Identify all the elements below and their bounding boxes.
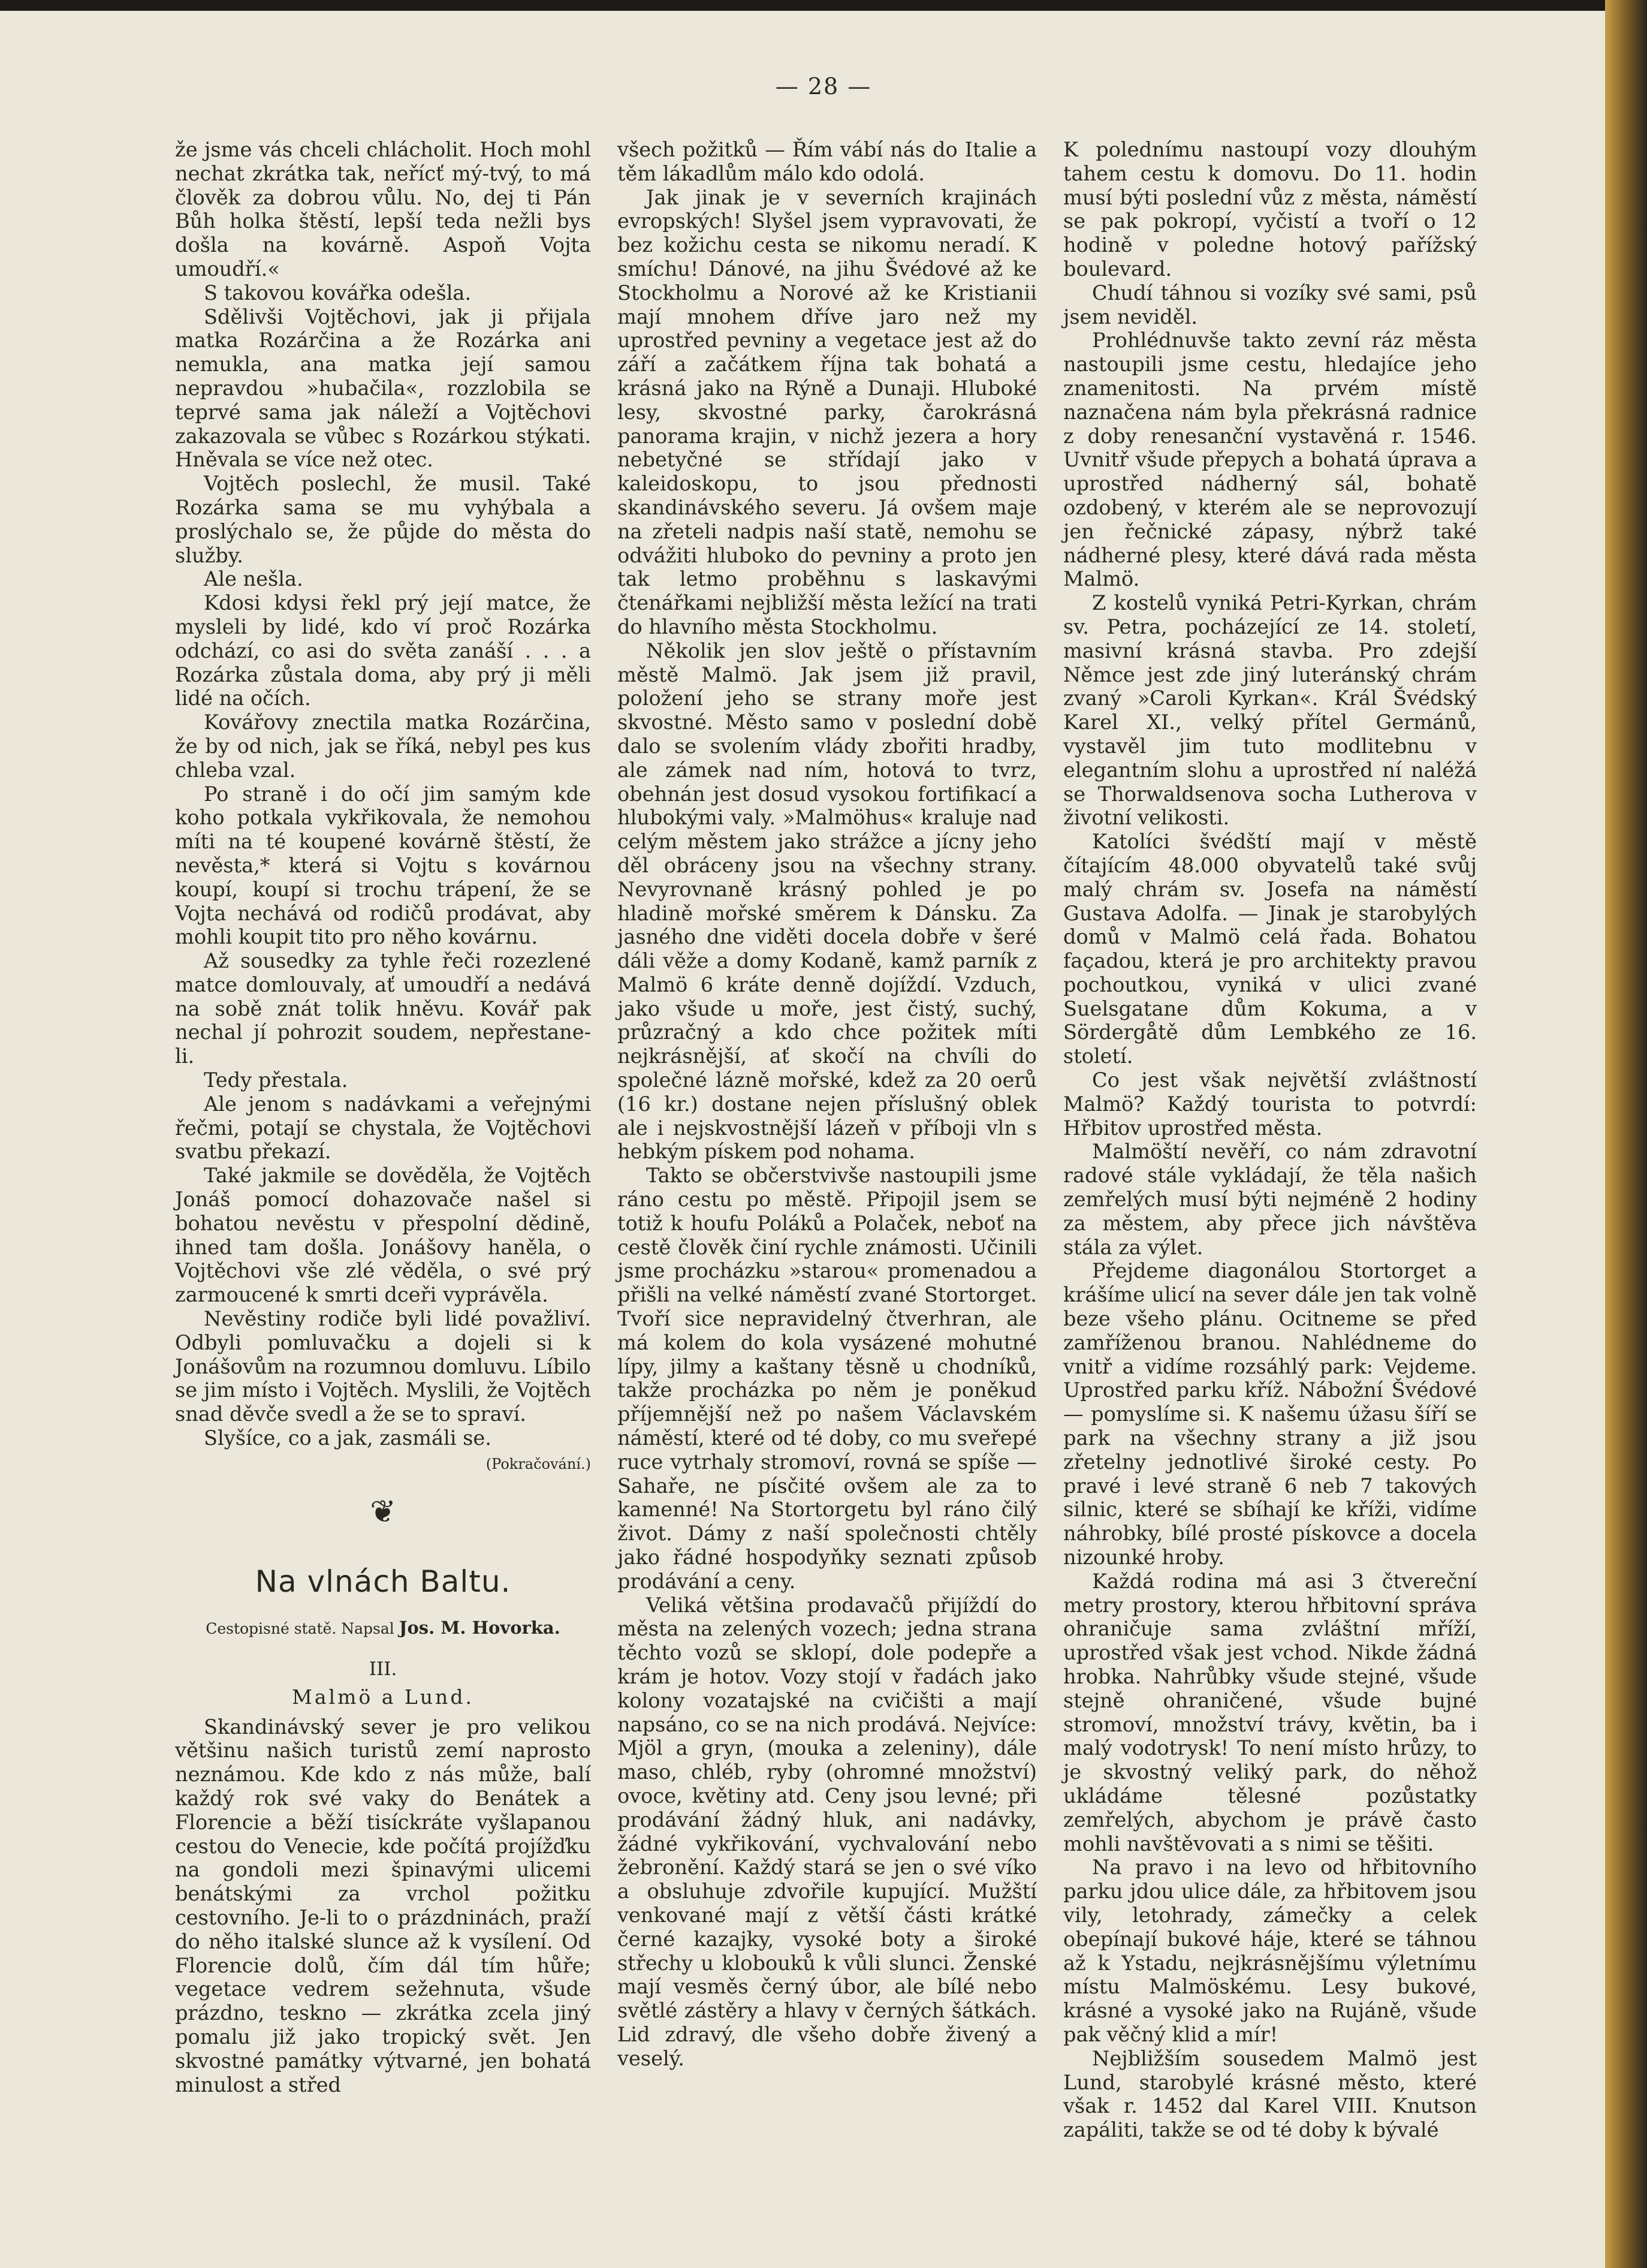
paragraph: Prohlédnuvše takto zevní ráz města nastoupili jsme cestu, hledajíce jeho znamenitosti. Na prvém místě naznačena nám byla překrásná radnice z doby renesanční vystavěná r. 1546. Uvnitř všude přepych a bohatá úprava a uprostřed nádherný sál, bohatě ozdobený, v kterém ale se neprovozují jen řečnické zápasy, nýbrž také nádherné plesy, které dává rada města Malmö. — [1063, 329, 1477, 591]
paragraph: Katolíci švédští mají v městě čítajícím 48.000 obyvatelů také svůj malý chrám sv. Josefa na náměstí Gustava Adolfa. — Jinak je starobylých domů v Malmö celá řada. Bohatou façadou, která je pro architekty pravou pochoutkou, vyniká v ulici zvané Suelsgatane dům Kokuma, a v Sördergåtě dům Lembkého ze 16. století. — [1063, 830, 1477, 1068]
paragraph: Tedy přestala. — [204, 1068, 348, 1092]
column-2 — [617, 138, 1037, 2071]
byline-prefix: Cestopisné statě. Napsal — [206, 1619, 394, 1637]
paragraph: Malmöští nevěří, co nám zdravotní radové stále vykládají, že těla našich zemřelých musí býti nejméně 2 hodiny za městem, aby přece jich návštěva stála za výlet. — [1063, 1140, 1477, 1259]
paragraph: Až sousedky za tyhle řeči rozezlené matce domlouvaly, ať umoudří a nedává na sobě znát tolik hněvu. Kovář pak nechal jí pohrozit soudem, nepřestane-li. — [175, 949, 591, 1068]
paragraph: Chudí táhnou si vozíky své sami, psů jsem neviděl. — [1063, 281, 1477, 329]
paragraph: Jak jinak je v severních krajinách evropských! Slyšel jsem vypravovati, že bez kožichu cesta se nikomu neradí. K smíchu! Dánové, na jihu Švédové až ke Stockholmu a Norové až ke Kristianii mají mnohem dříve jaro než my uprostřed pevniny a vegetace jest až do září a začátkem října tak bohatá a krásná jako na Rýně a Dunaji. Hluboké lesy, skvostné parky, čarokrásná panorama krajin, v nichž jezera a hory nebetyčné se střídají jako v kaleidoskopu, to jsou přednosti skandinávského severu. Já ovšem maje na zřeteli nadpis naší statě, nemohu se odvážiti hluboko do pevniny a proto jen tak letmo proběhnu s laskavými čtenářkami nejbližší města ležící na trati do hlavního města Stockholmu. — [617, 185, 1037, 638]
paragraph: Kdosi kdysi řekl prý její matce, že mysleli by lidé, kdo ví proč Rozárka odchází, co asi do světa zanáší . . . a Rozárka zůstala doma, aby prý ji měli lidé na očích. — [175, 591, 591, 710]
paragraph: Nevěstiny rodiče byli lidé považliví. Odbyli pomluvačku a dojeli si k Jonášovům na rozumnou domluvu. Líbilo se jim místo i Vojtěch. Myslili, že Vojtěch snad děvče svedl a že se to spraví. — [175, 1307, 591, 1426]
page-top-edge — [0, 0, 1618, 11]
paragraph: Skandinávský sever je pro velikou většinu našich turistů zemí naprosto neznámou. Kde kdo z nás může, balí každý rok své vaky do Benátek a Florencie a běží tisíckráte vyšlapanou cestou do Venecie, kde počítá projížďku na gondoli mezi špinavými ulicemi benátskými za vrchol požitku cestovního. Je-li to o prázdninách, praží do něho italské slunce až k vysílení. Od Florencie dolů, čím dál tím hůře; vegetace vedrem sežehnuta, všude prázdno, teskno — zkrátka zcela jiný pomalu již jako tropický svět. Jen skvostné památky výtvarné, jen bohatá minulost a střed — [175, 1715, 591, 2097]
paragraph: Veliká většina prodavačů přijíždí do města na zelených vozech; jedna strana těchto vozů se sklopí, dole podepře a krám je hotov. Vozy stojí v řadách jako kolony vozatajské na cvičišti a mají napsáno, co se na nich prodává. Nejvíce: Mjöl a gryn, (mouka a zeleniny), dále maso, chléb, ryby (ohromné množství) ovoce, květiny atd. Ceny jsou levné; při prodávání žádný hluk, ani nadávky, žádné vykřikování, vychvalování nebo žebronění. Každý stará se jen o své víko a obsluhuje zdvořile kupující. Mužští venkované mají z větší části krátké černé kazajky, vysoké boty a široké střechy u klobouků k vůli slunci. Ženské mají vesměs černý úbor, ale bílé nebo světlé zástěry a hlavy v černých šátkách. Lid zdravý, dle všeho dobře živený a veselý. — [617, 1593, 1037, 2070]
paragraph: Na pravo i na levo od hřbitovního parku jdou ulice dále, za hřbitovem jsou vily, letohrady, zámečky a celek obepínají bukové háje, které se táhnou až k Ystadu, nejkrásnějšímu výletnímu místu Malmöskému. Lesy bukové, krásné a vysoké jako na Rujáně, všude pak věčný klid a mír! — [1063, 1856, 1477, 2046]
paragraph: Několik jen slov ještě o přístavním městě Malmö. Jak jsem již pravil, položení jeho se strany moře jest skvostné. Město samo v poslední době dalo se svolením vlády zbořiti hradby, ale zámek nad ním, hotová to tvrz, obehnán jest dosud vysokou fortifikací a hlubokými valy. »Malmöhus« kraluje nad celým městem jako strážce a jícny jeho děl obráceny jsou na všechny strany. Nevyrovnaně krásný pohled je po hladině mořské směrem k Dánsku. Za jasného dne viděti docela dobře v šeré dáli věže a domy Kodaně, kamž parník z Malmö 6 kráte denně dojíždí. Vzduch, jako všude u moře, jest čistý, suchý, průzračný a kdo chce požitek míti nejkrásnější, ať skočí na chvíli do společné lázně mořské, kdež za 20 oerů (16 kr.) dostane nejen příslušný oblek ale i nejskvostnější lázeň v příboji vln s hebkým pískem pod nohama. — [617, 638, 1037, 1164]
paragraph: Takto se občerstvivše nastoupili jsme ráno cestu po městě. Připojil jsem se totiž k houfu Poláků a Polaček, neboť na cestě člověk činí rychle známosti. Učinili jsme procházku »starou« promenadou a přišli na velké náměstí zvané Stortorget. Tvoří sice nepravidelný čtverhran, ale má kolem do kola vysázené mohutné lípy, jilmy a kaštany těsně u chodníků, takže procházka po něm je poněkud příjemnější než po našem Václavském náměstí, které od té doby, co mu sveřepé ruce vytrhaly stromoví, rovná se spíše — Sahaře, ne písčité ovšem ale za to kamenné! Na Stortorgetu byl ráno čilý život. Dámy z naší společnosti chtěly jako řádné hospodyňky seznati způsob prodávání a ceny. — [617, 1164, 1037, 1593]
paragraph: Ale jenom s nadávkami a veřejnými řečmi, potají se chystala, že Vojtěchovi svatbu překazí. — [175, 1092, 591, 1164]
section-title: Malmö a Lund. — [292, 1685, 474, 1709]
page-number: — 28 — — [775, 73, 872, 100]
paragraph: Nejbližším sousedem Malmö jest Lund, starobylé krásné město, které však r. 1452 dal Karel VIII. Knutson zapáliti, takže se od té doby k bývalé — [1063, 2046, 1477, 2142]
paragraph: K polednímu nastoupí vozy dlouhým tahem cestu k domovu. Do 11. hodin musí býti poslední vůz z města, náměstí se pak pokropí, vyčistí a tvoří o 12 hodině v poledne hotový pařížský boulevard. — [1063, 138, 1477, 281]
paragraph: Každá rodina má asi 3 čtvereční metry prostory, kterou hřbitovní správa ohraničuje sama zvláštní mříží, uprostřed však jest vchod. Nikde žádná hrobka. Nahrůbky všude stejné, všude stejně ohraničené, všude bujné stromoví, množství trávy, květin, ba i malý vodotrysk! To není místo hrůzy, to je skvostný veliký park, do něhož ukládáme tělesné pozůstatky zemřelých, abychom je právě často mohli navštěvovati a s nimi se těšiti. — [1063, 1569, 1477, 1856]
part-number: III. — [369, 1658, 397, 1680]
paragraph: Co jest však největší zvláštností Malmö? Každý tourista to potvrdí: Hřbitov uprostřed města. — [1063, 1068, 1477, 1140]
fleuron-icon: ❦ — [370, 1493, 396, 1530]
paragraph: Přejdeme diagonálou Stortorget a krášíme ulicí na sever dále jen tak volně beze všeho plánu. Ocitneme se před zamříženou branou. Nahlédneme do vnitř a vidíme rozsáhlý park: Vejdeme. Uprostřed parku kříž. Nábožní Švédové — pomyslíme si. K našemu úžasu šíří se park na všechny strany a již jsou zřetelny jednotlivé široké cesty. Po pravé i levé straně 6 neb 7 takových silnic, které se sbíhají ke kříži, vidíme náhrobky, bílé prosté pískovce a docela nizounké hroby. — [1063, 1259, 1477, 1570]
byline — [175, 1616, 591, 1641]
paragraph: Vojtěch poslechl, že musil. Také Rozárka sama se mu vyhýbala a proslýchalo se, že půjde do města do služby. — [175, 472, 591, 567]
paragraph: Po straně i do očí jim samým kde koho potkala vykřikovala, že nemohou míti na té koupené kovárně štěstí, že nevěsta,* která si Vojtu s kovárnou koupí, koupí si trochu trápení, že se Vojta nechává od rodičů prodávat, aby mohli koupit tito pro něho kovárnu. — [175, 782, 591, 949]
paragraph: že jsme vás chceli chlácholit. Hoch mohl nechat zkrátka tak, neřícť mý-tvý, to má člověk za dobrou vůlu. No, dej ti Pán Bůh holka štěstí, lepší teda nežli bys došla na kovárně. Aspoň Vojta umoudří.« — [175, 138, 591, 281]
paragraph: Slyšíce, co a jak, zasmáli se. — [204, 1426, 491, 1450]
paragraph: Sdělivši Vojtěchovi, jak ji přijala matka Rozárčina a že Rozárka ani nemukla, ana matka její samou nepravdou »hubačila«, rozzlobila se teprvé sama jak náleží a Vojtěchovi zakazovala se vůbec s Rozárkou stýkati. Hněvala se více než otec. — [175, 305, 591, 472]
column-1 — [175, 138, 591, 2097]
paragraph: Kovářovy znectila matka Rozárčina, že by od nich, jak se říká, nebyl pes kus chleba vzal. — [175, 710, 591, 782]
paragraph: S takovou kovářka odešla. — [204, 281, 472, 305]
article-title: Na vlnách Baltu. — [255, 1564, 511, 1599]
page-binding-edge — [1605, 0, 1647, 2268]
column-3 — [1063, 138, 1477, 2142]
continued-note: (Pokračování.) — [485, 1455, 591, 1472]
paragraph: Z kostelů vyniká Petri-Kyrkan, chrám sv. Petra, pocházející ze 14. století, masivní krásná stavba. Pro zdejší Němce jest zde jiný luteránský chrám zvaný »Caroli Kyrkan«. Král Švédský Karel XI., velký přítel Germánů, vystavěl jim tuto modlitebnu v elegantním slohu a uprostřed ní naléžá se Thorwaldsenova socha Lutherova v životní velikosti. — [1063, 591, 1477, 830]
byline-author: Jos. M. Hovorka. — [399, 1617, 560, 1638]
paragraph: Ale nešla. — [204, 567, 303, 591]
paragraph: Také jakmile se dověděla, že Vojtěch Jonáš pomocí dohazovače našel si bohatou nevěstu v přespolní dědině, ihned tam došla. Jonášovy haněla, o Vojtěchovi vše zlé věděla, o své prý zarmoucené k smrti dceři vyprávěla. — [175, 1164, 591, 1307]
paragraph: všech požitků — Řím vábí nás do Italie a těm lákadlům málo kdo odolá. — [617, 138, 1037, 185]
